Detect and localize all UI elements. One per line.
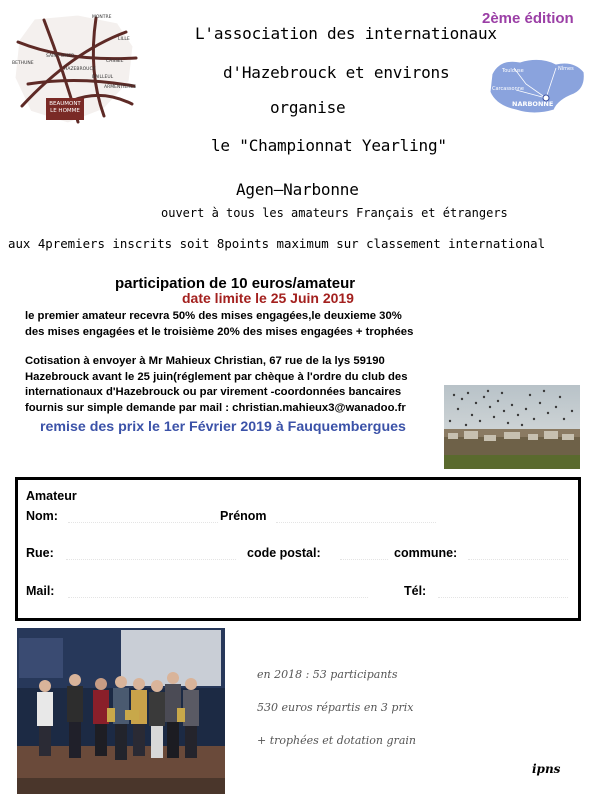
map-left-label: CASSEL <box>106 59 124 64</box>
map-left-label: BETHUNE <box>12 61 34 66</box>
stat-trophies: + trophées et dotation grain <box>257 734 416 747</box>
map-left-label: MONTRE <box>92 15 112 20</box>
header-line-championnat: le "Championnat Yearling" <box>211 136 447 155</box>
mail-field[interactable] <box>68 597 368 598</box>
ipns-mark: ipns <box>532 762 561 776</box>
header-line-association: L'association des internationaux <box>195 24 497 43</box>
map-right-label: Toulouse <box>502 68 524 74</box>
commune-label: commune: <box>394 546 458 560</box>
map-left-label: ARMENTIERES <box>104 85 137 90</box>
tel-label: Tél: <box>404 584 427 598</box>
map-right-label: Nîmes <box>558 66 574 72</box>
stat-participants: en 2018 : 53 participants <box>257 668 398 681</box>
participation-fee: participation de 10 euros/amateur <box>115 275 356 292</box>
nom-label: Nom: <box>26 509 58 523</box>
pigeons-photo-svg <box>444 385 580 469</box>
cotisation-text-4: fournis sur simple demande par mail : christian.mahieux3@wanadoo.fr <box>25 402 406 414</box>
pigeons-photo <box>444 385 580 469</box>
mail-label: Mail: <box>26 584 55 598</box>
ceremony-date: remise des prix le 1er Février 2019 à Fauquembergues <box>40 419 406 435</box>
code-postal-label: code postal: <box>247 546 321 560</box>
map-left-badge: BEAUMONT LE HOMME <box>49 101 81 114</box>
tel-field[interactable] <box>438 597 568 598</box>
ceremony-group-photo <box>17 628 225 794</box>
form-title: Amateur <box>26 489 77 503</box>
prenom-label: Prénom <box>220 509 267 523</box>
map-right-label: Carcassonne <box>492 86 524 92</box>
cotisation-text-2: Hazebrouck avant le 25 juin(réglement par chèque à l'ordre du club des <box>25 371 408 383</box>
map-left-label: SAINT-OMER <box>46 54 75 59</box>
header-line-route: Agen–Narbonne <box>236 180 359 199</box>
prizes-text-2: des mises engagées et le troisième 20% des mises engagées + trophées <box>25 326 414 338</box>
map-left-label: HAZEBROUCK <box>64 67 96 72</box>
narbonne-map-svg <box>486 54 588 116</box>
region-map-svg <box>8 12 140 130</box>
header-line-open: ouvert à tous les amateurs Français et étrangers <box>161 206 508 220</box>
map-right-label: NARBONNE <box>512 100 554 108</box>
cotisation-text-1: Cotisation à envoyer à Mr Mahieux Christian, 67 rue de la lys 59190 <box>25 355 385 367</box>
header-line-organise: organise <box>270 98 346 117</box>
deadline-date: date limite le 25 Juin 2019 <box>182 290 354 306</box>
edition-label: 2ème édition <box>482 10 574 27</box>
prenom-field[interactable] <box>276 522 436 523</box>
commune-field[interactable] <box>468 559 568 560</box>
header-line-points: aux 4premiers inscrits soit 8points maximum sur classement international <box>8 236 546 251</box>
rue-label: Rue: <box>26 546 54 560</box>
stat-prize-money: 530 euros répartis en 3 prix <box>257 701 414 714</box>
prizes-text-1: le premier amateur recevra 50% des mises engagées,le deuxieme 30% <box>25 310 402 322</box>
narbonne-map-image <box>486 54 588 116</box>
registration-form <box>15 477 581 621</box>
map-left-label: LILLE <box>118 37 130 42</box>
nom-field[interactable] <box>68 522 218 523</box>
cotisation-text-3: internationaux d'Hazebrouck ou par virement -coordonnées bancaires <box>25 386 402 398</box>
group-photo-svg <box>17 628 225 794</box>
code-postal-field[interactable] <box>340 559 388 560</box>
rue-field[interactable] <box>66 559 236 560</box>
map-left-label: BAILLEUL <box>92 75 114 80</box>
header-line-hazebrouck: d'Hazebrouck et environs <box>223 63 450 82</box>
region-map-image <box>8 12 140 130</box>
